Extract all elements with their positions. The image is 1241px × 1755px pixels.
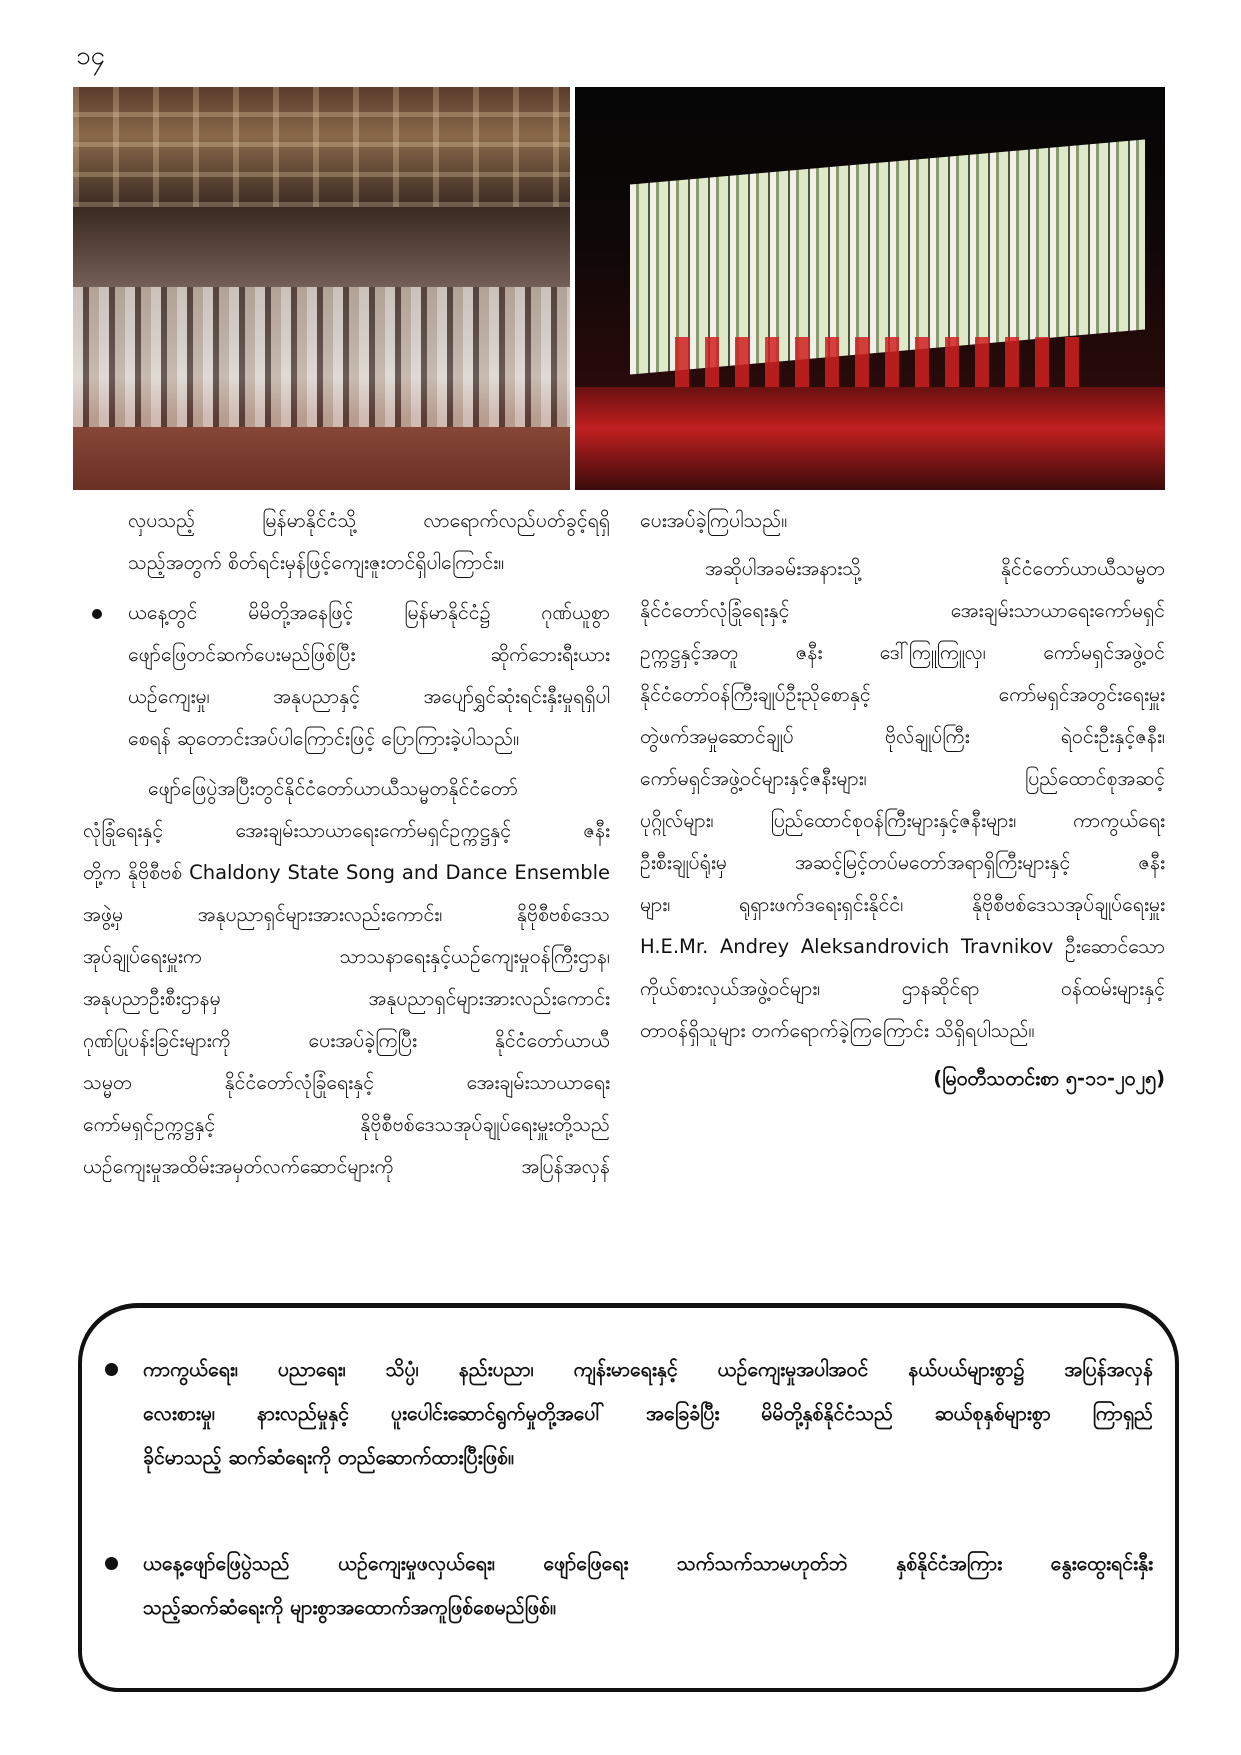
text-line: ကာကွယ်ရေး၊ ပညာရေး၊ သိပ္ပံ၊ နည်းပညာ၊ ကျန်းမာရေးနှင့် ယဉ်ကျေးမှုအပါအဝင် နယ်ပယ်များစွာ၌ အပြန်အလှန် [143,1358,1153,1381]
photo-audience-hall [73,87,570,490]
text-line: ယနေ့ဖျော်ဖြေပွဲသည် ယဉ်ကျေးမှုဖလှယ်ရေး၊ ဖျော်ဖြေရေး သက်သက်သာမဟုတ်ဘဲ နှစ်နိုင်ငံအကြား နွေးထွေးရင်းနှီး [143,1552,1153,1575]
bullet-dot [105,1363,118,1376]
left-column [83,500,610,1188]
text-line: ဦးစီးချုပ်ရုံးမှ အဆင့်မြင့်တပ်မတော်အရာရှိကြီးများနှင့် ဇနီး [640,851,1165,874]
text-line: လေးစားမှု၊ နားလည်မှုနှင့် ပူးပေါင်းဆောင်ရွက်မှုတို့အပေါ် အခြေခံပြီး မိမိတို့နှစ်နိုင်ငံသည် ဆယ်စုနှစ်များစွာ ကြာရှည် [143,1402,1153,1425]
text-line: ဖျော်ဖြေပွဲအပြီးတွင်နိုင်ငံတော်ယာယီသမ္မတနိုင်ငံတော် [148,777,518,800]
ceiling-pattern [73,87,570,207]
text-line: ခိုင်မာသည့် ဆက်ဆံရေးကို တည်ဆောက်ထားပြီးဖြစ်။ [143,1446,514,1469]
right-column [640,500,1165,1100]
text-line: လှပသည့် မြန်မာနိုင်ငံသို့ လာရောက်လည်ပတ်ခွင့်ရရှိ [128,509,610,532]
text-line: စေရန် ဆုတောင်းအပ်ပါကြောင်းဖြင့် ပြောကြားခဲ့ပါသည်။ [128,727,520,750]
text-line: လုံခြုံရေးနှင့် အေးချမ်းသာယာရေးကော်မရှင်ဥက္ကဋ္ဌနှင့် ဇနီး [83,819,610,842]
paragraph [640,548,1165,1052]
text-line: အဆိုပါအခမ်းအနားသို့ နိုင်ငံတော်ယာယီသမ္မတ [705,557,1165,580]
text-line: သည့်အတွက် စိတ်ရင်းမှန်ဖြင့်ကျေးဇူးတင်ရှိပါကြောင်း။ [128,551,505,574]
news-source: (မြဝတီသတင်းစာ ၅-၁၁-၂၀၂၅) [933,1067,1165,1090]
seated-audience [73,287,570,427]
box-bullet-item [143,1348,1153,1480]
text-line: ယနေ့တွင် မိမိတို့အနေဖြင့် မြန်မာနိုင်ငံ၌ ဂုဏ်ယူစွာ [128,601,610,624]
paragraph [83,768,610,1188]
text-line: နိုင်ငံတော်လုံခြုံရေးနှင့် အေးချမ်းသာယာရေးကော်မရှင် [640,599,1165,622]
text-line: ကိုယ်စားလှယ်အဖွဲ့ဝင်များ၊ ဌာနဆိုင်ရာ ဝန်ထမ်းများနှင့် [640,977,1165,1000]
bullet-item [128,592,610,760]
text-line: ပုဂ္ဂိုလ်များ၊ ပြည်ထောင်စုဝန်ကြီးများနှင့်ဇနီးများ၊ ကာကွယ်ရေး [640,809,1165,832]
box-bullet-item [143,1542,1153,1630]
paragraph [128,500,610,584]
text-line: တို့က နိုဗိုစီဗစ် Chaldony State Song and Dance Ensemble [83,861,610,884]
text-line: သည့်ဆက်ဆံရေးကို များစွာအထောက်အကူဖြစ်စေမည်ဖြစ်။ [143,1596,556,1619]
stage [575,387,1165,490]
text-line: သမ္မတ နိုင်ငံတော်လုံခြုံရေးနှင့် အေးချမ်းသာယာရေး [83,1071,610,1094]
text-line: ယဉ်ကျေးမှုအထိမ်းအမှတ်လက်ဆောင်များကို အပြန်အလှန် [83,1155,610,1178]
text-line: များ၊ ရုရှားဖက်ဒရေးရှင်းနိုင်ငံ၊ နိုဗိုစီဗစ်ဒေသအုပ်ချုပ်ရေးမှူး [640,893,1165,916]
text-line: ကော်မရှင်အဖွဲ့ဝင်များနှင့်ဇနီးများ၊ ပြည်ထောင်စုအဆင့် [640,767,1165,790]
page-number: ၁၄ [76,41,106,71]
text-line: တွဲဖက်အမှုဆောင်ချုပ် ဗိုလ်ချုပ်ကြီး ရဲဝင်းဦးနှင့်ဇနီး၊ [640,725,1165,748]
text-line: တာဝန်ရှိသူများ တက်ရောက်ခဲ့ကြကြောင်း သိရှိရပါသည်။ [640,1019,1035,1042]
text-line: အနုပညာဦးစီးဌာနမှ အနုပညာရှင်များအားလည်းကောင်း [83,987,610,1010]
text-line: ကော်မရှင်ဥက္ကဋ္ဌနှင့် နိုဗိုစီဗစ်ဒေသအုပ်ချုပ်ရေးမှူးတို့သည် [83,1113,610,1136]
photo-stage-performance [575,87,1165,490]
text-line: နိုင်ငံတော်ဝန်ကြီးချုပ်ဦးညိုစောနှင့် ကော်မရှင်အတွင်းရေးမှူး [640,683,1165,706]
text-line: ဥက္ကဋ္ဌနှင့်အတူ ဇနီး ဒေါ်ကြူကြူလှ၊ ကော်မရှင်အဖွဲ့ဝင် [640,641,1165,664]
text-line: ပေးအပ်ခဲ့ကြပါသည်။ [640,509,788,532]
text-line: ယဉ်ကျေးမှု၊ အနုပညာနှင့် အပျော်ရွှင်ဆုံးရင်းနှီးမှုရရှိပါ [128,685,610,708]
text-line: ဂုဏ်ပြုပန်းခြင်းများကို ပေးအပ်ခဲ့ကြပြီး နိုင်ငံတော်ယာယီ [83,1029,610,1052]
text-line: အုပ်ချုပ်ရေးမှူးက သာသနာရေးနှင့်ယဉ်ကျေးမှုဝန်ကြီးဌာန၊ [83,945,610,968]
bullet-dot [105,1557,118,1570]
text-line: H.E.Mr. Andrey Aleksandrovich Travnikov ဦးဆောင်သော [640,935,1165,958]
text-line: အဖွဲ့မှ အနုပညာရှင်များအားလည်းကောင်း၊ နိုဗိုစီဗစ်ဒေသ [83,903,610,926]
text-line: ဖျော်ဖြေတင်ဆက်ပေးမည်ဖြစ်ပြီး ဆိုက်ဘေးရီးယား [128,643,610,666]
